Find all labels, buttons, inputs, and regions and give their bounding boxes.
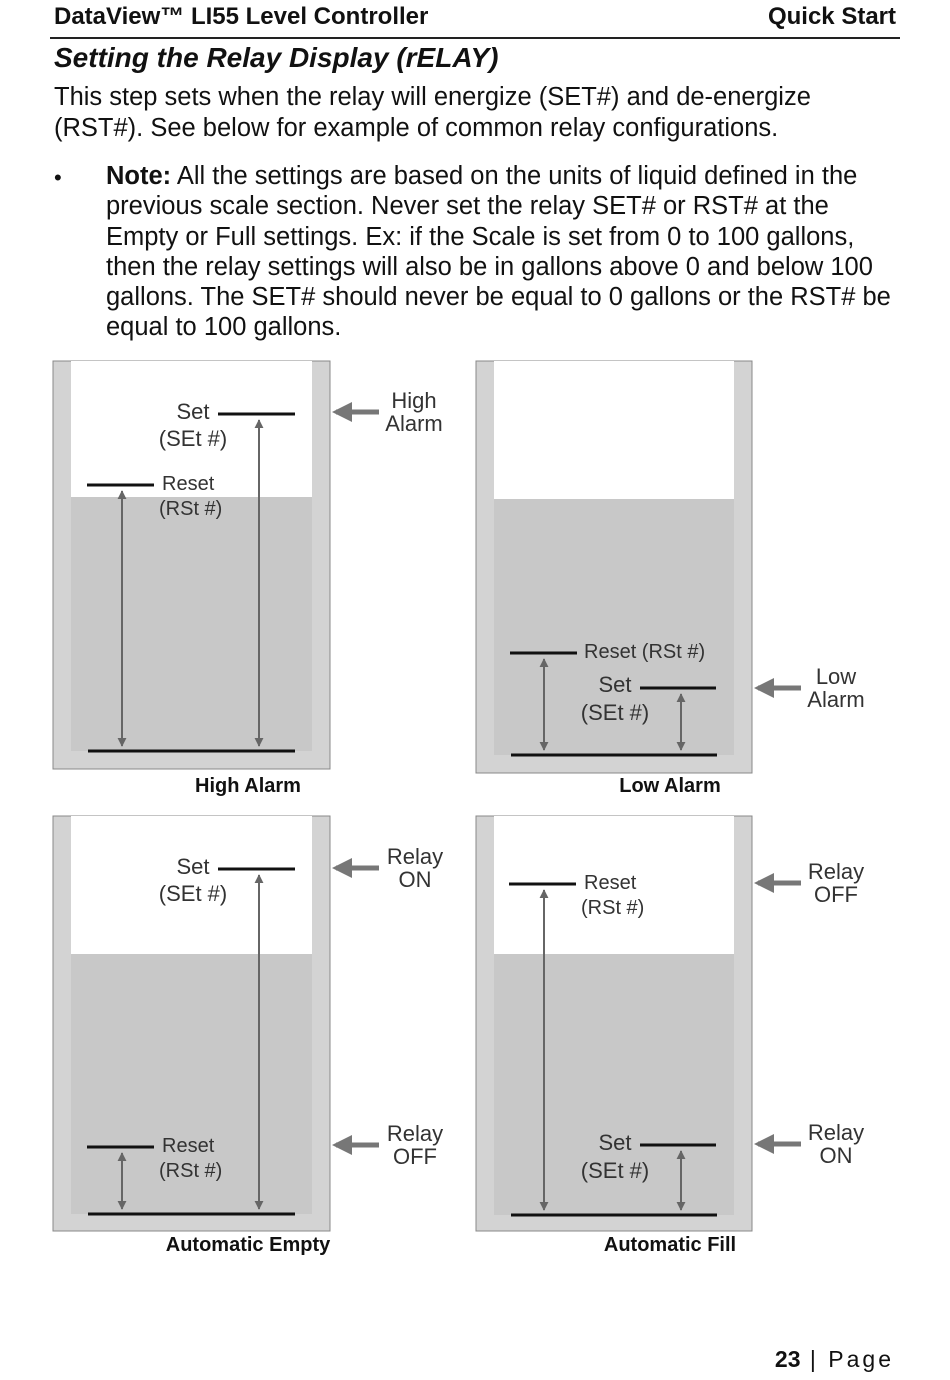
intro-paragraph: This step sets when the relay will energize (SET#) and de-energize (RST#). See below for example of common relay configurations.	[54, 83, 811, 142]
footer-page-word: Page	[828, 1346, 894, 1372]
side-label-1: Low	[815, 664, 857, 689]
note-label: Note:	[106, 162, 172, 190]
pointer-arrow-head-icon	[754, 1134, 774, 1154]
set-label: Set	[598, 1130, 632, 1155]
page-number: 23	[774, 1346, 801, 1372]
bullet-icon: •	[54, 165, 62, 190]
pointer-arrow-head-icon	[754, 678, 774, 698]
tank-air	[494, 361, 734, 499]
bottom-label-2: ON	[819, 1143, 853, 1168]
set-code: (SEt #)	[580, 1158, 650, 1183]
section-title: Setting the Relay Display (rELAY)	[54, 42, 499, 73]
top-label-1: Relay	[386, 844, 444, 869]
pointer-arrow-head-icon	[332, 1135, 352, 1155]
reset-code: (RSt #)	[581, 897, 645, 919]
caption-automatic-empty: Automatic Empty	[165, 1234, 331, 1256]
reset-label: Reset	[162, 473, 215, 495]
pointer-arrow-head-icon	[332, 402, 352, 422]
bottom-label-1: Relay	[807, 1120, 865, 1145]
diagram-automatic-fill	[476, 816, 864, 1256]
top-label-2: ON	[398, 867, 432, 892]
note-text: All the settings are based on the units of liquid defined in the previous scale section. Never set the relay SET# or RST# at the Empty or Full settings. Ex: if the Scale is set from 0 to 100 gallons, then the relay settings will also be in gallons above 0 and below 100 gallons. The SET# should never be equal to 0 gallons or the RST# be equal to 100 gallons.	[106, 162, 891, 342]
set-label: Set	[176, 854, 210, 879]
top-label-1: Relay	[807, 859, 865, 884]
caption-high-alarm: High Alarm	[195, 775, 301, 797]
reset-code: (RSt #)	[159, 498, 223, 520]
bottom-label-2: OFF	[393, 1144, 437, 1169]
header-section: Quick Start	[767, 3, 896, 30]
set-code: (SEt #)	[158, 426, 228, 451]
caption-low-alarm: Low Alarm	[619, 775, 721, 797]
bottom-label-1: Relay	[386, 1121, 444, 1146]
footer-separator: |	[800, 1346, 829, 1372]
reset-label: Reset	[162, 1135, 215, 1157]
set-label: Set	[598, 672, 632, 697]
reset-label: Reset (RSt #)	[584, 641, 706, 663]
reset-label: Reset	[584, 872, 637, 894]
side-label-2: Alarm	[385, 411, 443, 436]
side-label-1: High	[391, 388, 437, 413]
page-footer	[775, 1346, 894, 1373]
caption-automatic-fill: Automatic Fill	[603, 1234, 737, 1256]
diagram-high-alarm	[53, 361, 443, 797]
pointer-arrow-head-icon	[754, 873, 774, 893]
set-label: Set	[176, 399, 210, 424]
side-label-2: Alarm	[807, 687, 865, 712]
header-product: DataView™ LI55 Level Controller	[54, 3, 429, 30]
pointer-arrow-head-icon	[332, 858, 352, 878]
set-code: (SEt #)	[158, 881, 228, 906]
set-code: (SEt #)	[580, 700, 650, 725]
tank-liquid	[71, 497, 312, 751]
diagram-low-alarm	[476, 361, 865, 797]
reset-code: (RSt #)	[159, 1160, 223, 1182]
top-label-2: OFF	[814, 882, 858, 907]
diagram-automatic-empty	[53, 816, 443, 1256]
